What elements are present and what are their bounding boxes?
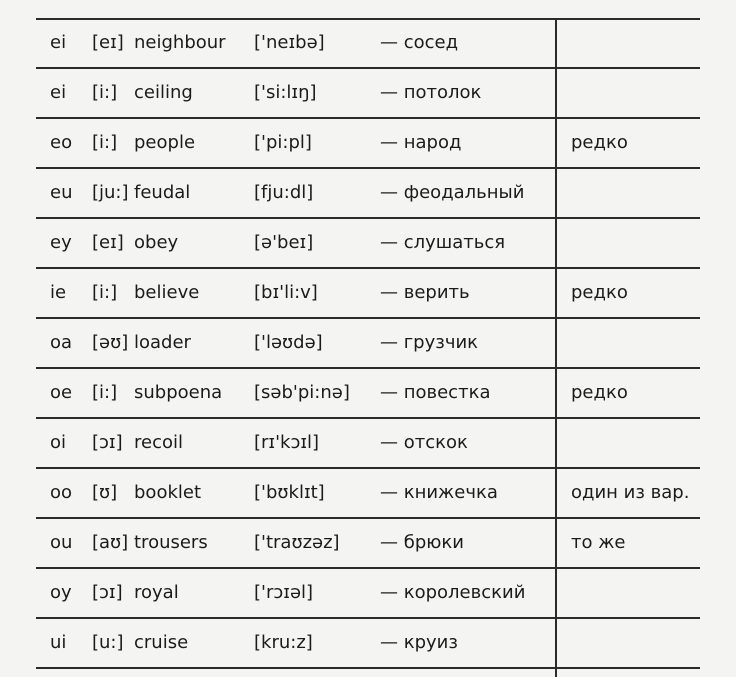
translation: — сосед	[380, 32, 459, 53]
sound: [ɔɪ]	[92, 432, 123, 453]
letter-combination: oa	[50, 332, 73, 353]
example-word: believe	[134, 282, 200, 303]
note	[571, 320, 695, 370]
transcription: ['ləʊdə]	[254, 332, 323, 353]
table-row	[36, 20, 700, 70]
note	[571, 170, 695, 220]
note	[571, 220, 695, 270]
letter-combination: eo	[50, 132, 73, 153]
translation: — феодальный	[380, 182, 525, 203]
letter-combination: oi	[50, 432, 67, 453]
letter-combination: eu	[50, 182, 73, 203]
table-row	[36, 570, 700, 620]
translation: — слушаться	[380, 232, 506, 253]
transcription: ['rɔɪəl]	[254, 582, 314, 603]
example-word: neighbour	[134, 32, 226, 53]
table-row	[36, 170, 700, 220]
transcription: ['bʊklɪt]	[254, 482, 325, 503]
example-word: subpoena	[134, 382, 223, 403]
sound: [əʊ]	[92, 332, 129, 353]
sound: [i:]	[92, 282, 118, 303]
letter-combination: ou	[50, 532, 73, 553]
note: один из вар.	[571, 482, 690, 503]
sound: [i:]	[92, 382, 118, 403]
transcription: [fju:dl]	[254, 182, 314, 203]
table-row	[36, 470, 700, 520]
table-row	[36, 520, 700, 570]
example-word: obey	[134, 232, 179, 253]
example-word: feudal	[134, 182, 191, 203]
table-row	[36, 420, 700, 470]
transcription: ['traʊzəz]	[254, 532, 340, 553]
transcription: [ə'beɪ]	[254, 232, 314, 253]
note	[571, 70, 695, 120]
letter-combination: oy	[50, 582, 72, 603]
translation: — повестка	[380, 382, 491, 403]
sound: [ju:]	[92, 182, 129, 203]
translation: — книжечка	[380, 482, 498, 503]
transcription: [bɪ'li:v]	[254, 282, 318, 303]
letter-combination: ei	[50, 32, 67, 53]
note: редко	[571, 282, 628, 303]
transcription: ['si:lɪŋ]	[254, 82, 317, 103]
table-row	[36, 270, 700, 320]
letter-combination: ei	[50, 82, 67, 103]
letter-combination: ey	[50, 232, 72, 253]
sound: [i:]	[92, 132, 118, 153]
table-row	[36, 120, 700, 170]
note: редко	[571, 132, 628, 153]
sound: [eɪ]	[92, 232, 124, 253]
sound: [u:]	[92, 632, 124, 653]
translation: — потолок	[380, 82, 482, 103]
sound: [ʊ]	[92, 482, 118, 503]
example-word: cruise	[134, 632, 189, 653]
table-row	[36, 370, 700, 420]
letter-combination: ui	[50, 632, 67, 653]
example-word: recoil	[134, 432, 183, 453]
sound: [eɪ]	[92, 32, 124, 53]
example-word: booklet	[134, 482, 202, 503]
letter-combination: oe	[50, 382, 73, 403]
translation: — королевский	[380, 582, 526, 603]
note	[571, 20, 695, 70]
table-row	[36, 320, 700, 370]
translation: — отскок	[380, 432, 468, 453]
transcription: [rɪ'kɔɪl]	[254, 432, 320, 453]
letter-combination: oo	[50, 482, 73, 503]
table-row	[36, 70, 700, 120]
translation: — брюки	[380, 532, 464, 553]
table-row	[36, 220, 700, 270]
note	[571, 570, 695, 620]
sound: [aʊ]	[92, 532, 129, 553]
translation: — круиз	[380, 632, 458, 653]
letter-combination: ie	[50, 282, 67, 303]
sound: [i:]	[92, 82, 118, 103]
transcription: [kru:z]	[254, 632, 313, 653]
example-word: loader	[134, 332, 191, 353]
translation: — народ	[380, 132, 462, 153]
transcription: ['pi:pl]	[254, 132, 312, 153]
vowel-digraph-table	[36, 0, 700, 677]
transcription: [səb'pi:nə]	[254, 382, 350, 403]
example-word: trousers	[134, 532, 208, 553]
example-word: royal	[134, 582, 179, 603]
table-row	[36, 620, 700, 670]
translation: — грузчик	[380, 332, 479, 353]
translation: — верить	[380, 282, 470, 303]
note: редко	[571, 382, 628, 403]
transcription: ['neɪbə]	[254, 32, 325, 53]
example-word: ceiling	[134, 82, 193, 103]
sound: [ɔɪ]	[92, 582, 123, 603]
note	[571, 620, 695, 670]
note	[571, 420, 695, 470]
note: то же	[571, 532, 626, 553]
example-word: people	[134, 132, 196, 153]
